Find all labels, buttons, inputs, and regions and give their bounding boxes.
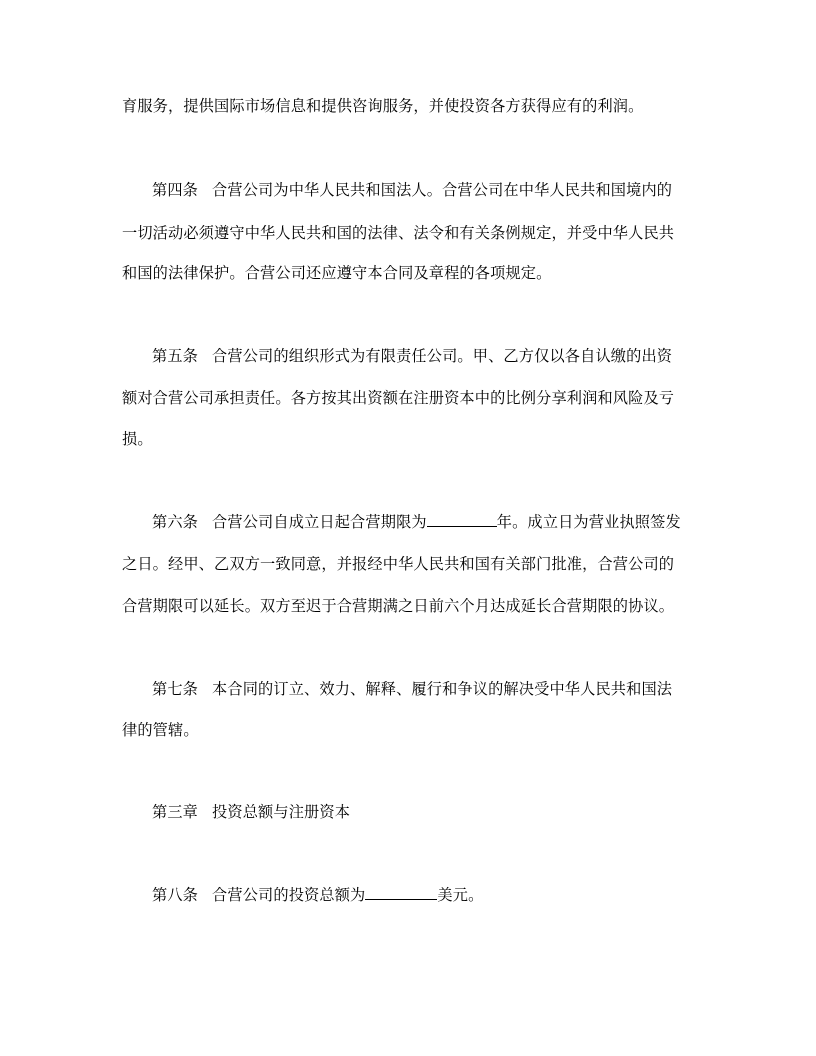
article-6-text-1b: 年。成立日为营业执照签发 (496, 513, 681, 531)
article-8-label: 第八条 (152, 886, 199, 904)
article-7-line-2 (122, 719, 702, 741)
article-6-label: 第六条 (152, 513, 199, 531)
article-8-text-a: 合营公司的投资总额为 (212, 886, 366, 904)
opening-paragraph-line (122, 95, 702, 117)
article-7-text-2: 律的管辖。 (122, 721, 199, 739)
article-6-line-3 (122, 595, 702, 617)
chapter-3-heading (152, 801, 732, 823)
article-6-text-3: 合营期限可以延长。双方至迟于合营期满之日前六个月达成延长合营期限的协议。 (122, 597, 675, 615)
article-4-line-2 (122, 222, 702, 244)
article-5-label: 第五条 (152, 347, 199, 365)
article-4-text-2: 一切活动必须遵守中华人民共和国的法律、法令和有关条例规定，并受中华人民共 (122, 224, 675, 242)
article-5-text-3: 损。 (122, 430, 153, 448)
chapter-3-title: 投资总额与注册资本 (212, 803, 351, 821)
article-4-text-1: 合营公司为中华人民共和国法人。合营公司在中华人民共和国境内的 (212, 181, 673, 199)
article-6-text-2: 之日。经甲、乙双方一致同意，并报经中华人民共和国有关部门批准，合营公司的 (122, 555, 675, 573)
article-5-line-3 (122, 428, 702, 450)
article-5-text-2: 额对合营公司承担责任。各方按其出资额在注册资本中的比例分享利润和风险及亏 (122, 389, 675, 407)
article-6-line-1 (152, 511, 732, 533)
term-years-blank (427, 512, 497, 527)
article-8-line-1 (152, 884, 732, 906)
article-7-label: 第七条 (152, 680, 199, 698)
total-investment-blank (365, 885, 437, 900)
article-7-line-1 (152, 678, 732, 700)
opening-text: 育服务，提供国际市场信息和提供咨询服务，并使投资各方获得应有的利润。 (122, 97, 644, 115)
article-7-text-1: 本合同的订立、效力、解释、履行和争议的解决受中华人民共和国法 (212, 680, 673, 698)
article-6-text-1a: 合营公司自成立日起合营期限为 (212, 513, 427, 531)
article-5-line-1 (152, 345, 732, 367)
chapter-3-label: 第三章 (152, 803, 199, 821)
article-5-line-2 (122, 387, 702, 409)
article-8-text-b: 美元。 (437, 886, 484, 904)
article-5-text-1: 合营公司的组织形式为有限责任公司。甲、乙方仅以各自认缴的出资 (212, 347, 673, 365)
article-4-line-3 (122, 262, 702, 284)
article-4-label: 第四条 (152, 181, 199, 199)
article-4-line-1 (152, 179, 732, 201)
article-4-text-3: 和国的法律保护。合营公司还应遵守本合同及章程的各项规定。 (122, 264, 552, 282)
article-6-line-2 (122, 553, 702, 575)
